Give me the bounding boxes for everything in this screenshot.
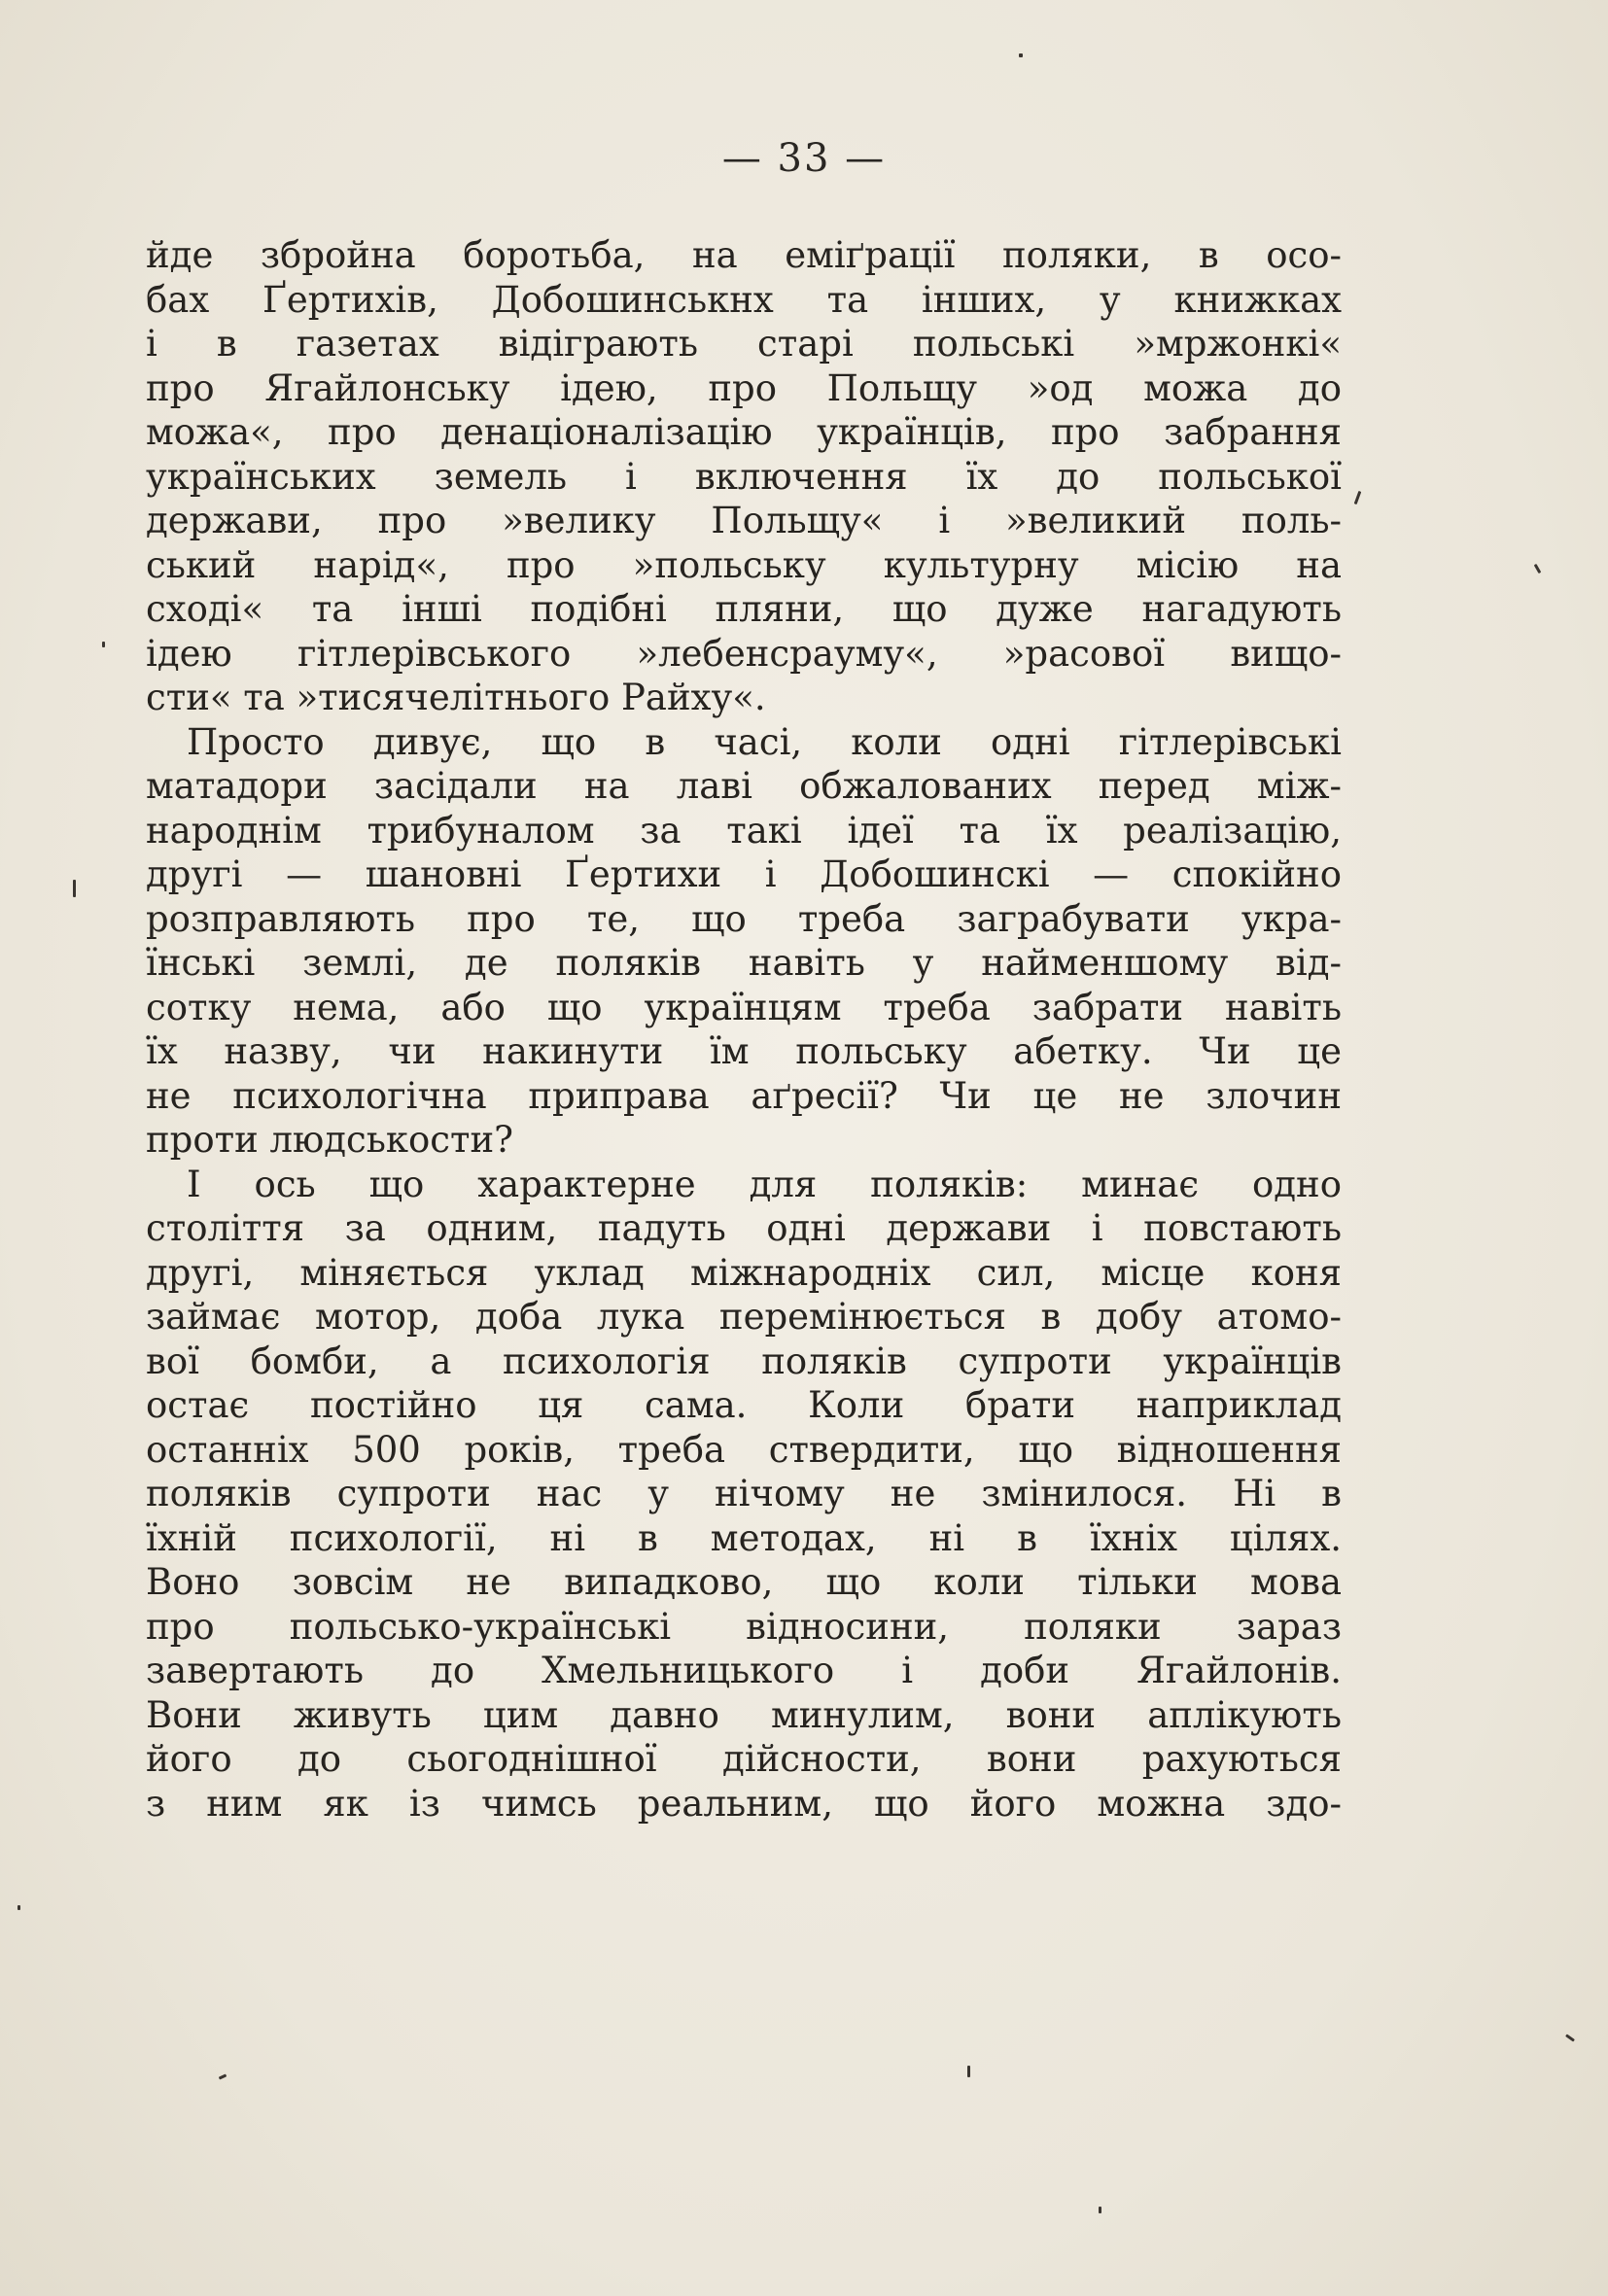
text-line: їх назву, чи накинути їм польську абетку. Чи це xyxy=(146,1030,1342,1072)
paper-speck xyxy=(1534,564,1542,574)
text-line: сотку нема, або що українцям треба забрати навіть xyxy=(146,986,1342,1028)
paper-speck xyxy=(17,1905,20,1910)
text-line: матадори засідали на лаві обжалованих перед між- xyxy=(146,765,1342,807)
paper-speck xyxy=(102,642,105,647)
paper-speck xyxy=(1354,491,1362,504)
text-line: століття за одним, падуть одні держави і повстають xyxy=(146,1207,1342,1249)
text-line: завертають до Хмельницького і доби Ягайлонів. xyxy=(146,1650,1342,1691)
text-line: другі — шановні Ґертихи і Добошинскі — спокійно xyxy=(146,853,1342,895)
text-line: Вони живуть цим давно минулим, вони аплікують xyxy=(146,1693,1342,1736)
paper-speck xyxy=(1019,53,1023,57)
text-line: І ось що характерне для поляків: минає одно xyxy=(187,1163,1342,1205)
text-line: сти« та »тисячелітнього Райху«. xyxy=(146,677,766,718)
text-line: народнім трибуналом за такі ідеї та їх реалізацію, xyxy=(146,809,1342,852)
text-line: українських земель і включення їх до польської xyxy=(146,455,1342,498)
text-line: Просто дивує, що в часі, коли одні гітлерівські xyxy=(187,720,1342,763)
text-line: про польсько-українські відносини, поляки зараз xyxy=(146,1605,1342,1648)
text-line: розправляють про те, що треба заграбувати укра- xyxy=(146,897,1342,940)
text-line: про Ягайлонську ідею, про Польщу »од можа до xyxy=(146,366,1342,409)
text-line: останніх 500 років, треба ствердити, що відношення xyxy=(146,1428,1342,1471)
text-line: його до сьогоднішної дійсности, вони рахуються xyxy=(146,1738,1342,1780)
text-line: Воно зовсім не випадково, що коли тільки мова xyxy=(146,1561,1342,1603)
text-line: сході« та інші подібні пляни, що дуже нагадують xyxy=(146,588,1342,630)
paper-speck xyxy=(73,880,76,897)
text-line: можа«, про денаціоналізацію українців, про забрання xyxy=(146,411,1342,453)
text-line: їнські землі, де поляків навіть у найменшому від- xyxy=(146,942,1342,984)
text-line: займає мотор, доба лука перемінюється в добу атомо- xyxy=(146,1296,1342,1338)
text-line: другі, міняється уклад міжнародніх сил, місце коня xyxy=(146,1251,1342,1294)
paper-speck xyxy=(967,2066,970,2077)
paper-speck xyxy=(219,2073,227,2079)
text-line: держави, про »велику Польщу« і »великий поль- xyxy=(146,500,1342,541)
text-line: їхній психології, ні в методах, ні в їхніх цілях. xyxy=(146,1516,1342,1559)
body-text xyxy=(146,233,1342,1826)
text-line: поляків супроти нас у нічому не змінилося. Ні в xyxy=(146,1473,1342,1514)
text-line: не психологічна приправа аґресії? Чи це не злочин xyxy=(146,1074,1342,1117)
text-line: проти людськости? xyxy=(146,1119,513,1161)
text-line: йде збройна боротьба, на еміґрації поляки, в осо- xyxy=(146,234,1342,276)
paper-speck xyxy=(1565,2034,1575,2041)
text-line: ський нарід«, про »польську культурну місію на xyxy=(146,543,1342,586)
text-line: з ним як із чимсь реальним, що його можна здо- xyxy=(146,1782,1342,1825)
text-line: ідею гітлерівського »лебенсрауму«, »расової вищо- xyxy=(146,632,1342,675)
text-line: вої бомби, а психологія поляків супроти українців xyxy=(146,1339,1342,1382)
text-line: остає постійно ця сама. Коли брати наприклад xyxy=(146,1384,1342,1426)
paper-speck xyxy=(1099,2207,1101,2213)
text-line: бах Ґертихів, Добошинськнх та інших, у книжках xyxy=(146,278,1342,321)
page-number: — 33 — xyxy=(721,136,887,181)
text-line: і в газетах відіграють старі польські »мржонкі« xyxy=(146,323,1342,365)
